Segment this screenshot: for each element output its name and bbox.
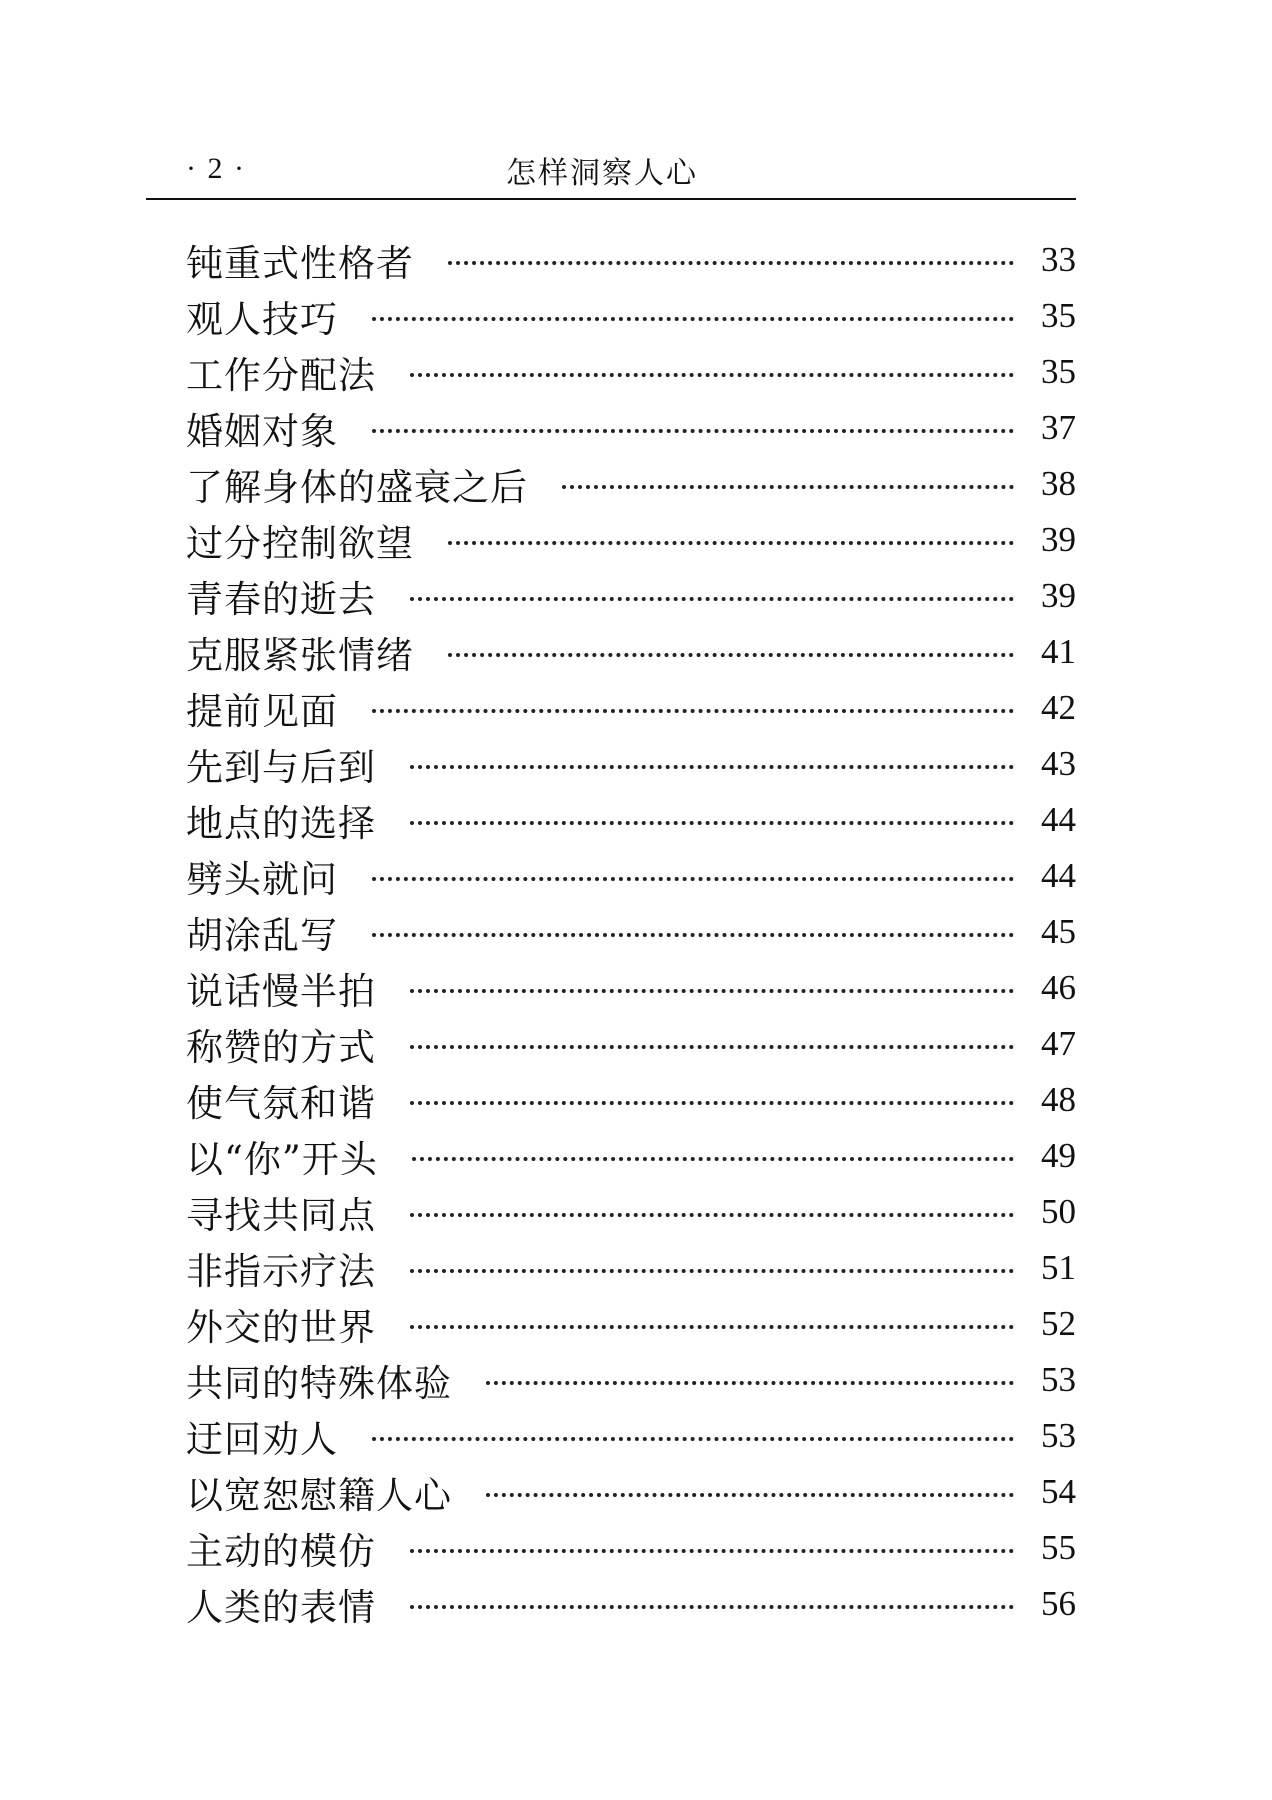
dot-leader — [372, 933, 1014, 937]
toc-entry — [186, 680, 1076, 736]
toc-entry — [186, 512, 1076, 568]
page-number: · 2 · — [186, 152, 246, 185]
toc-entry — [186, 232, 1076, 288]
toc-entry-title: 钝重式性格者 — [186, 242, 414, 285]
toc-entry-page-number: 50 — [1041, 1192, 1076, 1231]
toc-entry-title: 说话慢半拍 — [186, 970, 376, 1013]
header-rule — [146, 198, 1076, 200]
toc-entry-title: 主动的模仿 — [186, 1530, 376, 1573]
toc-entry — [186, 1520, 1076, 1576]
toc-entry-page-number: 52 — [1041, 1304, 1076, 1343]
toc-entry-page-number: 35 — [1041, 352, 1076, 391]
toc-entry-title: 使气氛和谐 — [186, 1082, 376, 1125]
dot-leader — [372, 317, 1014, 321]
table-of-contents — [186, 232, 1076, 1632]
dot-leader — [486, 1493, 1014, 1497]
toc-entry-title: 提前见面 — [186, 690, 338, 733]
dot-leader — [410, 1101, 1014, 1105]
dot-leader — [372, 877, 1014, 881]
toc-entry-title: 了解身体的盛衰之后 — [186, 466, 528, 509]
toc-entry-title: 迂回劝人 — [186, 1418, 338, 1461]
toc-entry — [186, 1128, 1076, 1184]
toc-entry-page-number: 45 — [1041, 912, 1076, 951]
toc-entry-page-number: 47 — [1041, 1024, 1076, 1063]
dot-leader — [410, 1325, 1014, 1329]
toc-entry-title: 先到与后到 — [186, 746, 376, 789]
toc-entry — [186, 960, 1076, 1016]
toc-entry-page-number: 54 — [1041, 1472, 1076, 1511]
dot-leader — [448, 541, 1014, 545]
toc-entry-title: 胡涂乱写 — [186, 914, 338, 957]
toc-entry-page-number: 51 — [1041, 1248, 1076, 1287]
toc-entry — [186, 1576, 1076, 1632]
toc-entry-page-number: 42 — [1041, 688, 1076, 727]
toc-entry-page-number: 56 — [1041, 1584, 1076, 1623]
toc-entry — [186, 456, 1076, 512]
toc-entry — [186, 1352, 1076, 1408]
toc-entry — [186, 344, 1076, 400]
toc-entry-title: 地点的选择 — [186, 802, 376, 845]
toc-entry-page-number: 44 — [1041, 800, 1076, 839]
dot-leader — [562, 485, 1014, 489]
toc-entry-page-number: 39 — [1041, 576, 1076, 615]
toc-entry-page-number: 48 — [1041, 1080, 1076, 1119]
toc-entry — [186, 792, 1076, 848]
toc-entry — [186, 288, 1076, 344]
dot-leader — [410, 1549, 1014, 1553]
toc-entry — [186, 1016, 1076, 1072]
toc-entry-title: 以宽恕慰籍人心 — [186, 1474, 452, 1517]
toc-entry-page-number: 38 — [1041, 464, 1076, 503]
toc-entry-page-number: 33 — [1041, 240, 1076, 279]
toc-entry-title: 外交的世界 — [186, 1306, 376, 1349]
dot-leader — [448, 653, 1014, 657]
toc-entry-page-number: 49 — [1041, 1136, 1076, 1175]
toc-entry-page-number: 44 — [1041, 856, 1076, 895]
page-header — [146, 138, 1076, 198]
toc-entry-title: 共同的特殊体验 — [186, 1362, 452, 1405]
dot-leader — [410, 1605, 1014, 1609]
toc-entry-page-number: 35 — [1041, 296, 1076, 335]
book-title: 怎样洞察人心 — [506, 156, 698, 191]
toc-entry — [186, 848, 1076, 904]
toc-entry-title: 人类的表情 — [186, 1586, 376, 1629]
toc-entry — [186, 1072, 1076, 1128]
toc-entry-page-number: 39 — [1041, 520, 1076, 559]
toc-entry-title: 以“你”开头 — [186, 1138, 378, 1181]
dot-leader — [410, 765, 1014, 769]
dot-leader — [412, 1157, 1014, 1161]
toc-entry — [186, 400, 1076, 456]
toc-entry — [186, 568, 1076, 624]
toc-entry-title: 称赞的方式 — [186, 1026, 376, 1069]
dot-leader — [372, 429, 1014, 433]
dot-leader — [372, 1437, 1014, 1441]
toc-entry — [186, 1240, 1076, 1296]
dot-leader — [410, 1045, 1014, 1049]
toc-entry — [186, 1296, 1076, 1352]
toc-entry — [186, 1464, 1076, 1520]
toc-entry-title: 观人技巧 — [186, 298, 338, 341]
dot-leader — [410, 597, 1014, 601]
toc-entry — [186, 1184, 1076, 1240]
dot-leader — [486, 1381, 1014, 1385]
toc-entry-page-number: 53 — [1041, 1360, 1076, 1399]
toc-entry-title: 工作分配法 — [186, 354, 376, 397]
toc-entry-title: 过分控制欲望 — [186, 522, 414, 565]
toc-entry-page-number: 53 — [1041, 1416, 1076, 1455]
toc-entry-page-number: 41 — [1041, 632, 1076, 671]
dot-leader — [410, 821, 1014, 825]
toc-entry — [186, 736, 1076, 792]
dot-leader — [448, 261, 1014, 265]
toc-entry-title: 婚姻对象 — [186, 410, 338, 453]
toc-entry-page-number: 43 — [1041, 744, 1076, 783]
toc-entry-page-number: 55 — [1041, 1528, 1076, 1567]
toc-entry-title: 劈头就问 — [186, 858, 338, 901]
toc-entry — [186, 624, 1076, 680]
toc-entry-title: 克服紧张情绪 — [186, 634, 414, 677]
dot-leader — [410, 1269, 1014, 1273]
dot-leader — [372, 709, 1014, 713]
toc-entry — [186, 904, 1076, 960]
toc-entry — [186, 1408, 1076, 1464]
dot-leader — [410, 373, 1014, 377]
toc-entry-title: 青春的逝去 — [186, 578, 376, 621]
dot-leader — [410, 1213, 1014, 1217]
toc-entry-title: 非指示疗法 — [186, 1250, 376, 1293]
toc-entry-page-number: 46 — [1041, 968, 1076, 1007]
toc-entry-page-number: 37 — [1041, 408, 1076, 447]
dot-leader — [410, 989, 1014, 993]
toc-entry-title: 寻找共同点 — [186, 1194, 376, 1237]
